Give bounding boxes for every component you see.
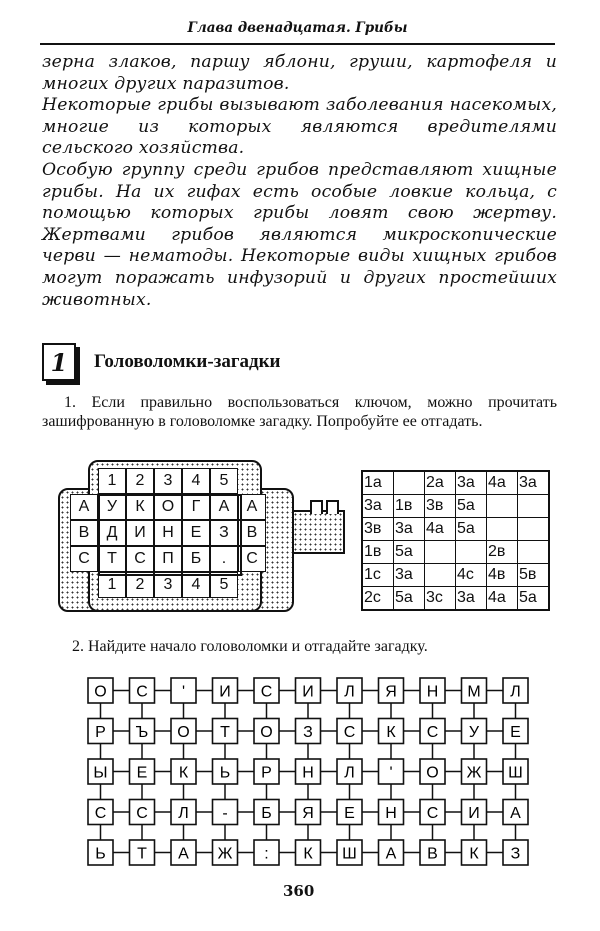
chain-cell [462, 759, 487, 784]
code-cell: 3а [394, 518, 425, 541]
svg-text:И: И [219, 683, 231, 701]
chain-cell [420, 678, 445, 703]
code-cell [518, 518, 550, 541]
svg-text:А: А [385, 845, 397, 863]
key-cell [70, 572, 98, 598]
code-cell: 2в [487, 541, 518, 564]
code-cell: 5а [456, 518, 487, 541]
code-cell: 5а [394, 587, 425, 611]
section-title: Головоломки-загадки [94, 351, 281, 372]
code-cell: 1а [362, 471, 394, 495]
chain-cell [171, 800, 196, 825]
code-cell [518, 495, 550, 518]
paragraph: Особую группу среди грибов представляют хищные грибы. На их гифах есть особые ловкие кольца, с помощью которых грибы ловят свою жертву. Жертвами грибов являются микроскопические черви — нематоды. Некоторые виды хищных грибов могут поражать инфузорий и других простейших животных. [42, 159, 557, 310]
svg-text:С: С [136, 683, 148, 701]
svg-text:Я: Я [302, 805, 314, 822]
chain-cell [213, 800, 238, 825]
svg-text:Ж: Ж [466, 764, 482, 782]
key-cell: 1 [98, 572, 126, 598]
svg-text:Ь: Ь [95, 845, 106, 863]
key-cell: В [238, 520, 266, 546]
svg-text:Л: Л [178, 805, 189, 822]
chain-cell [337, 678, 362, 703]
task-1-body: 1. Если правильно воспользоваться ключом, можно прочитать зашифрованную в головоломке загадку. Попробуйте ее отгадать. [42, 394, 557, 430]
key-cell: С [238, 546, 266, 572]
paragraph: зерна злаков, паршу яблони, груши, картофеля и многих других паразитов. [42, 52, 557, 94]
code-table [361, 470, 550, 611]
code-cell: 3в [425, 495, 456, 518]
key-cell: 2 [126, 572, 154, 598]
svg-text:Л: Л [344, 764, 355, 782]
code-cell: 3а [362, 495, 394, 518]
chain-cell [337, 759, 362, 784]
svg-text:И: И [302, 683, 314, 701]
code-cell: 2с [362, 587, 394, 611]
svg-text:Е: Е [344, 805, 355, 822]
svg-text:В: В [427, 845, 438, 863]
code-row [362, 587, 549, 611]
chain-cell [296, 719, 321, 744]
svg-text:Ъ: Ъ [135, 724, 149, 741]
key-cell: А [238, 494, 266, 520]
svg-text:Н: Н [426, 683, 439, 701]
chain-cell [420, 759, 445, 784]
key-handle [288, 510, 345, 554]
svg-text:О: О [426, 764, 439, 782]
chain-cell [213, 840, 238, 865]
svg-text:С: С [260, 683, 273, 701]
chain-cell [130, 800, 155, 825]
svg-text:М: М [467, 683, 481, 701]
key-cell: . [210, 546, 238, 572]
svg-text:О: О [260, 724, 273, 741]
key-cell: К [126, 494, 154, 520]
page-number: 360 [283, 882, 315, 900]
chain-puzzle [86, 676, 530, 867]
chain-cell [420, 719, 445, 744]
key-puzzle [58, 460, 348, 610]
code-cell: 5а [394, 541, 425, 564]
svg-text:Я: Я [385, 683, 397, 701]
chain-cell [171, 840, 196, 865]
key-cell: 1 [98, 468, 126, 494]
chain-cell [462, 840, 487, 865]
svg-text:Н: Н [302, 764, 314, 782]
code-cell [425, 541, 456, 564]
task-1-text [42, 393, 557, 431]
svg-text:Т: Т [220, 724, 230, 741]
key-cell: Е [182, 520, 210, 546]
svg-text:У: У [468, 724, 480, 741]
code-row [362, 495, 549, 518]
svg-text:Р: Р [95, 724, 106, 741]
svg-text:С: С [343, 724, 356, 741]
chain-cell [171, 759, 196, 784]
svg-text:С: С [426, 724, 439, 741]
code-cell: 1с [362, 564, 394, 587]
svg-text:Н: Н [385, 805, 397, 822]
code-cell: 3а [394, 564, 425, 587]
svg-text:Л: Л [344, 683, 355, 701]
svg-text:Л: Л [510, 683, 521, 701]
key-cell: 4 [182, 572, 210, 598]
code-cell: 4в [487, 564, 518, 587]
key-cell: 5 [210, 572, 238, 598]
key-cell: Б [182, 546, 210, 572]
chain-cell [213, 759, 238, 784]
key-cell: П [154, 546, 182, 572]
code-cell [487, 495, 518, 518]
svg-text:И: И [468, 805, 480, 822]
svg-text:С: С [426, 805, 439, 822]
svg-text:О: О [94, 683, 107, 701]
code-cell: 5в [518, 564, 550, 587]
chain-cell [503, 678, 528, 703]
chain-cell [88, 840, 113, 865]
svg-text:К: К [303, 845, 313, 863]
key-cell: С [70, 546, 98, 572]
code-row [362, 518, 549, 541]
chain-cell [462, 678, 487, 703]
key-cell: Н [154, 520, 182, 546]
chain-cell [171, 719, 196, 744]
code-cell: 4а [487, 471, 518, 495]
chain-cell [213, 678, 238, 703]
code-row [362, 471, 549, 495]
chain-cell [130, 719, 155, 744]
key-cell: Т [98, 546, 126, 572]
chain-cell [462, 719, 487, 744]
chain-cell [420, 840, 445, 865]
svg-text:Е: Е [136, 764, 148, 782]
key-cell: 3 [154, 468, 182, 494]
svg-text:Т: Т [137, 845, 147, 863]
chain-cell [379, 800, 404, 825]
svg-text::: : [264, 845, 269, 863]
svg-text:А: А [510, 805, 521, 822]
svg-text:Ж: Ж [217, 845, 233, 863]
chain-cell [130, 759, 155, 784]
code-cell: 4а [487, 587, 518, 611]
chain-cell [296, 759, 321, 784]
chain-cell [254, 719, 279, 744]
code-cell: 2а [425, 471, 456, 495]
code-cell [394, 471, 425, 495]
chain-cell [254, 800, 279, 825]
section-heading [42, 343, 280, 381]
chain-cell [379, 840, 404, 865]
svg-text:': ' [181, 683, 186, 701]
key-cell: З [210, 520, 238, 546]
key-cell [238, 468, 266, 494]
svg-text:А: А [178, 845, 189, 863]
svg-text:Ы: Ы [93, 764, 108, 782]
key-cell: И [126, 520, 154, 546]
key-cell: А [210, 494, 238, 520]
chain-cell [296, 800, 321, 825]
svg-text:О: О [177, 724, 190, 741]
key-cell: А [70, 494, 98, 520]
code-cell: 4с [456, 564, 487, 587]
chain-cell [462, 800, 487, 825]
chain-cell [503, 840, 528, 865]
chain-cell [213, 719, 238, 744]
code-cell: 1в [394, 495, 425, 518]
svg-text:Е: Е [510, 724, 521, 741]
chain-cell [171, 678, 196, 703]
key-cell: 3 [154, 572, 182, 598]
chain-cell [130, 678, 155, 703]
code-cell: 5а [456, 495, 487, 518]
chain-cell [88, 800, 113, 825]
chain-cell [379, 759, 404, 784]
svg-text:З: З [510, 845, 521, 863]
chain-grid [86, 676, 530, 867]
chain-cell [337, 719, 362, 744]
key-cell: 4 [182, 468, 210, 494]
chain-cell [254, 678, 279, 703]
chain-cell [296, 678, 321, 703]
key-cell: Г [182, 494, 210, 520]
key-cell: С [126, 546, 154, 572]
svg-text:К: К [386, 724, 396, 741]
chain-cell [88, 678, 113, 703]
chain-cell [88, 759, 113, 784]
code-cell: 5а [518, 587, 550, 611]
svg-text:-: - [222, 805, 228, 822]
chain-cell [503, 759, 528, 784]
svg-text:З: З [303, 724, 313, 741]
chain-cell [88, 719, 113, 744]
key-tooth [326, 500, 339, 514]
key-cell [70, 468, 98, 494]
code-cell: 4а [425, 518, 456, 541]
code-cell [456, 541, 487, 564]
chain-cell [337, 840, 362, 865]
chain-cell [420, 800, 445, 825]
chain-cell [503, 800, 528, 825]
svg-text:С: С [94, 805, 107, 822]
code-cell: 3в [362, 518, 394, 541]
paragraph: Некоторые грибы вызывают заболевания насекомых, многие из которых являются вредителями сельского хозяйства. [42, 95, 557, 159]
code-row [362, 564, 549, 587]
key-cell [238, 572, 266, 598]
header-rule [40, 43, 555, 45]
svg-text:Ш: Ш [342, 845, 357, 863]
svg-text:Ш: Ш [508, 764, 523, 782]
code-cell [425, 564, 456, 587]
key-cell: У [98, 494, 126, 520]
svg-text:': ' [389, 764, 393, 782]
svg-text:К: К [178, 764, 189, 782]
task-2-text: 2. Найдите начало головоломки и отгадайте загадку. [72, 638, 428, 655]
code-cell: 3с [425, 587, 456, 611]
key-cell: О [154, 494, 182, 520]
code-cell [487, 518, 518, 541]
chain-cell [130, 840, 155, 865]
chain-cell [379, 719, 404, 744]
section-number-box: 1 [42, 343, 76, 381]
code-cell [518, 541, 550, 564]
code-cell: 3а [456, 471, 487, 495]
code-row [362, 541, 549, 564]
svg-text:Ь: Ь [219, 764, 231, 782]
chain-cell [296, 840, 321, 865]
chain-cell [254, 840, 279, 865]
svg-text:Б: Б [261, 805, 272, 822]
key-cell: 2 [126, 468, 154, 494]
running-head: Глава двенадцатая. Грибы [187, 20, 408, 36]
chain-cell [254, 759, 279, 784]
svg-text:С: С [136, 805, 148, 822]
svg-text:К: К [469, 845, 479, 863]
key-grid [70, 468, 266, 598]
chain-cell [337, 800, 362, 825]
key-cell: В [70, 520, 98, 546]
code-cell: 1в [362, 541, 394, 564]
italic-text-block [42, 52, 557, 311]
key-cell: Д [98, 520, 126, 546]
chain-cell [503, 719, 528, 744]
chain-cell [379, 678, 404, 703]
code-cell: 3а [518, 471, 550, 495]
key-tooth [310, 500, 323, 514]
svg-text:Р: Р [261, 764, 272, 782]
code-cell: 3а [456, 587, 487, 611]
key-cell: 5 [210, 468, 238, 494]
